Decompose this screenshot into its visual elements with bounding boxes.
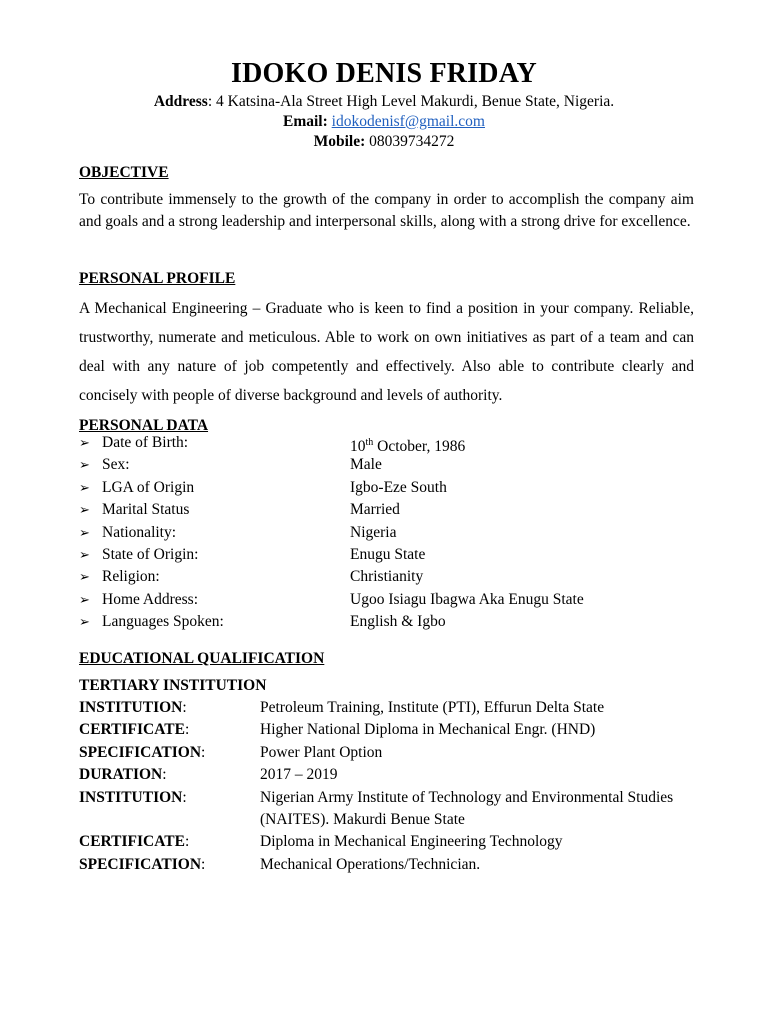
table-row xyxy=(79,742,719,764)
objective-text: To contribute immensely to the growth of the company in order to accomplish the company aim and goals and a strong leadership and interpersonal skills, along with a strong drive for excellence. xyxy=(79,191,694,230)
data-label: Religion: xyxy=(102,568,160,586)
address-value: : 4 Katsina-Ala Street High Level Makurdi, Benue State, Nigeria. xyxy=(207,93,615,110)
profile-text: A Mechanical Engineering – Graduate who is keen to find a position in your company. Reliable, trustworthy, numerate and meticulous. Able to work on own initiatives as part of a team and can deal with any nature of job competently and effectively. Also able to contribute clearly and concisely with people of diverse background and levels of authority. xyxy=(79,300,694,404)
profile-heading: PERSONAL PROFILE xyxy=(79,270,236,287)
data-label: Home Address: xyxy=(102,590,199,608)
email-line xyxy=(0,112,768,132)
data-label: Languages Spoken: xyxy=(102,613,224,631)
personal-data-heading: PERSONAL DATA xyxy=(79,417,209,434)
edu-value: Power Plant Option xyxy=(260,743,383,761)
table-row xyxy=(79,719,719,741)
arrow-bullet-icon: ➢ xyxy=(79,614,90,630)
data-value: Christianity xyxy=(350,568,424,586)
arrow-bullet-icon: ➢ xyxy=(79,524,90,540)
edu-value: 2017 – 2019 xyxy=(260,766,338,784)
email-link[interactable]: idokodenisf@gmail.com xyxy=(331,113,485,130)
data-value: Enugu State xyxy=(350,545,426,563)
edu-label: SPECIFICATION: xyxy=(79,743,206,761)
email-label: Email: xyxy=(283,113,328,130)
data-label: Nationality: xyxy=(102,523,177,541)
data-value: English & Igbo xyxy=(350,613,446,631)
list-item xyxy=(79,589,699,611)
data-value: Married xyxy=(350,501,400,519)
data-value: Ugoo Isiagu Ibagwa Aka Enugu State xyxy=(350,590,584,608)
arrow-bullet-icon: ➢ xyxy=(79,546,90,562)
address-label: Address xyxy=(153,93,208,110)
data-value: Male xyxy=(350,456,382,474)
list-item xyxy=(79,522,699,544)
list-item xyxy=(79,432,699,454)
mobile-label: Mobile: xyxy=(313,133,366,150)
education-heading: EDUCATIONAL QUALIFICATION xyxy=(79,650,325,667)
edu-label: DURATION: xyxy=(79,766,167,784)
arrow-bullet-icon: ➢ xyxy=(79,479,90,495)
arrow-bullet-icon: ➢ xyxy=(79,502,90,518)
personal-data-list xyxy=(79,432,699,634)
cv-name: IDOKO DENIS FRIDAY xyxy=(231,58,537,89)
list-item xyxy=(79,454,699,476)
data-label: State of Origin: xyxy=(102,545,199,563)
data-label: Sex: xyxy=(102,456,130,474)
data-label: LGA of Origin xyxy=(102,478,195,496)
data-value: Igbo-Eze South xyxy=(350,478,447,496)
edu-label: INSTITUTION: xyxy=(79,699,187,716)
list-item xyxy=(79,566,699,588)
table-row xyxy=(79,831,719,853)
data-value: Nigeria xyxy=(350,523,397,541)
arrow-bullet-icon: ➢ xyxy=(79,435,90,450)
mobile-value: 08039734272 xyxy=(369,133,455,150)
arrow-bullet-icon: ➢ xyxy=(79,591,90,607)
dob-rest: October, 1986 xyxy=(373,438,466,456)
arrow-bullet-icon: ➢ xyxy=(79,569,90,585)
dob-day: 10 xyxy=(350,438,366,456)
edu-label: INSTITUTION: xyxy=(79,788,187,806)
education-table xyxy=(79,697,719,876)
arrow-bullet-icon: ➢ xyxy=(79,457,90,473)
tertiary-heading: TERTIARY INSTITUTION xyxy=(79,677,267,694)
list-item xyxy=(79,477,699,499)
list-item xyxy=(79,544,699,566)
edu-label: CERTIFICATE: xyxy=(79,833,190,851)
table-row xyxy=(79,697,719,719)
edu-value: Nigerian Army Institute of Technology and Environmental Studies (NAITES). Makurdi Benue State xyxy=(260,788,674,829)
data-label: Marital Status xyxy=(102,501,190,519)
edu-value: Diploma in Mechanical Engineering Technology xyxy=(260,833,563,851)
table-row xyxy=(79,787,719,832)
edu-value: Higher National Diploma in Mechanical Engr. (HND) xyxy=(260,721,596,739)
table-row xyxy=(79,854,719,876)
list-item xyxy=(79,611,699,633)
objective-heading: OBJECTIVE xyxy=(79,164,169,181)
edu-label: CERTIFICATE: xyxy=(79,721,190,739)
dob-suffix: th xyxy=(365,437,374,448)
edu-label: SPECIFICATION: xyxy=(79,855,206,873)
mobile-line xyxy=(0,132,768,152)
dob-label: Date of Birth: xyxy=(102,434,189,451)
address-line xyxy=(0,92,768,112)
edu-value: Petroleum Training, Institute (PTI), Effurun Delta State xyxy=(260,699,605,716)
table-row xyxy=(79,764,719,786)
list-item xyxy=(79,499,699,521)
edu-value: Mechanical Operations/Technician. xyxy=(260,855,481,873)
